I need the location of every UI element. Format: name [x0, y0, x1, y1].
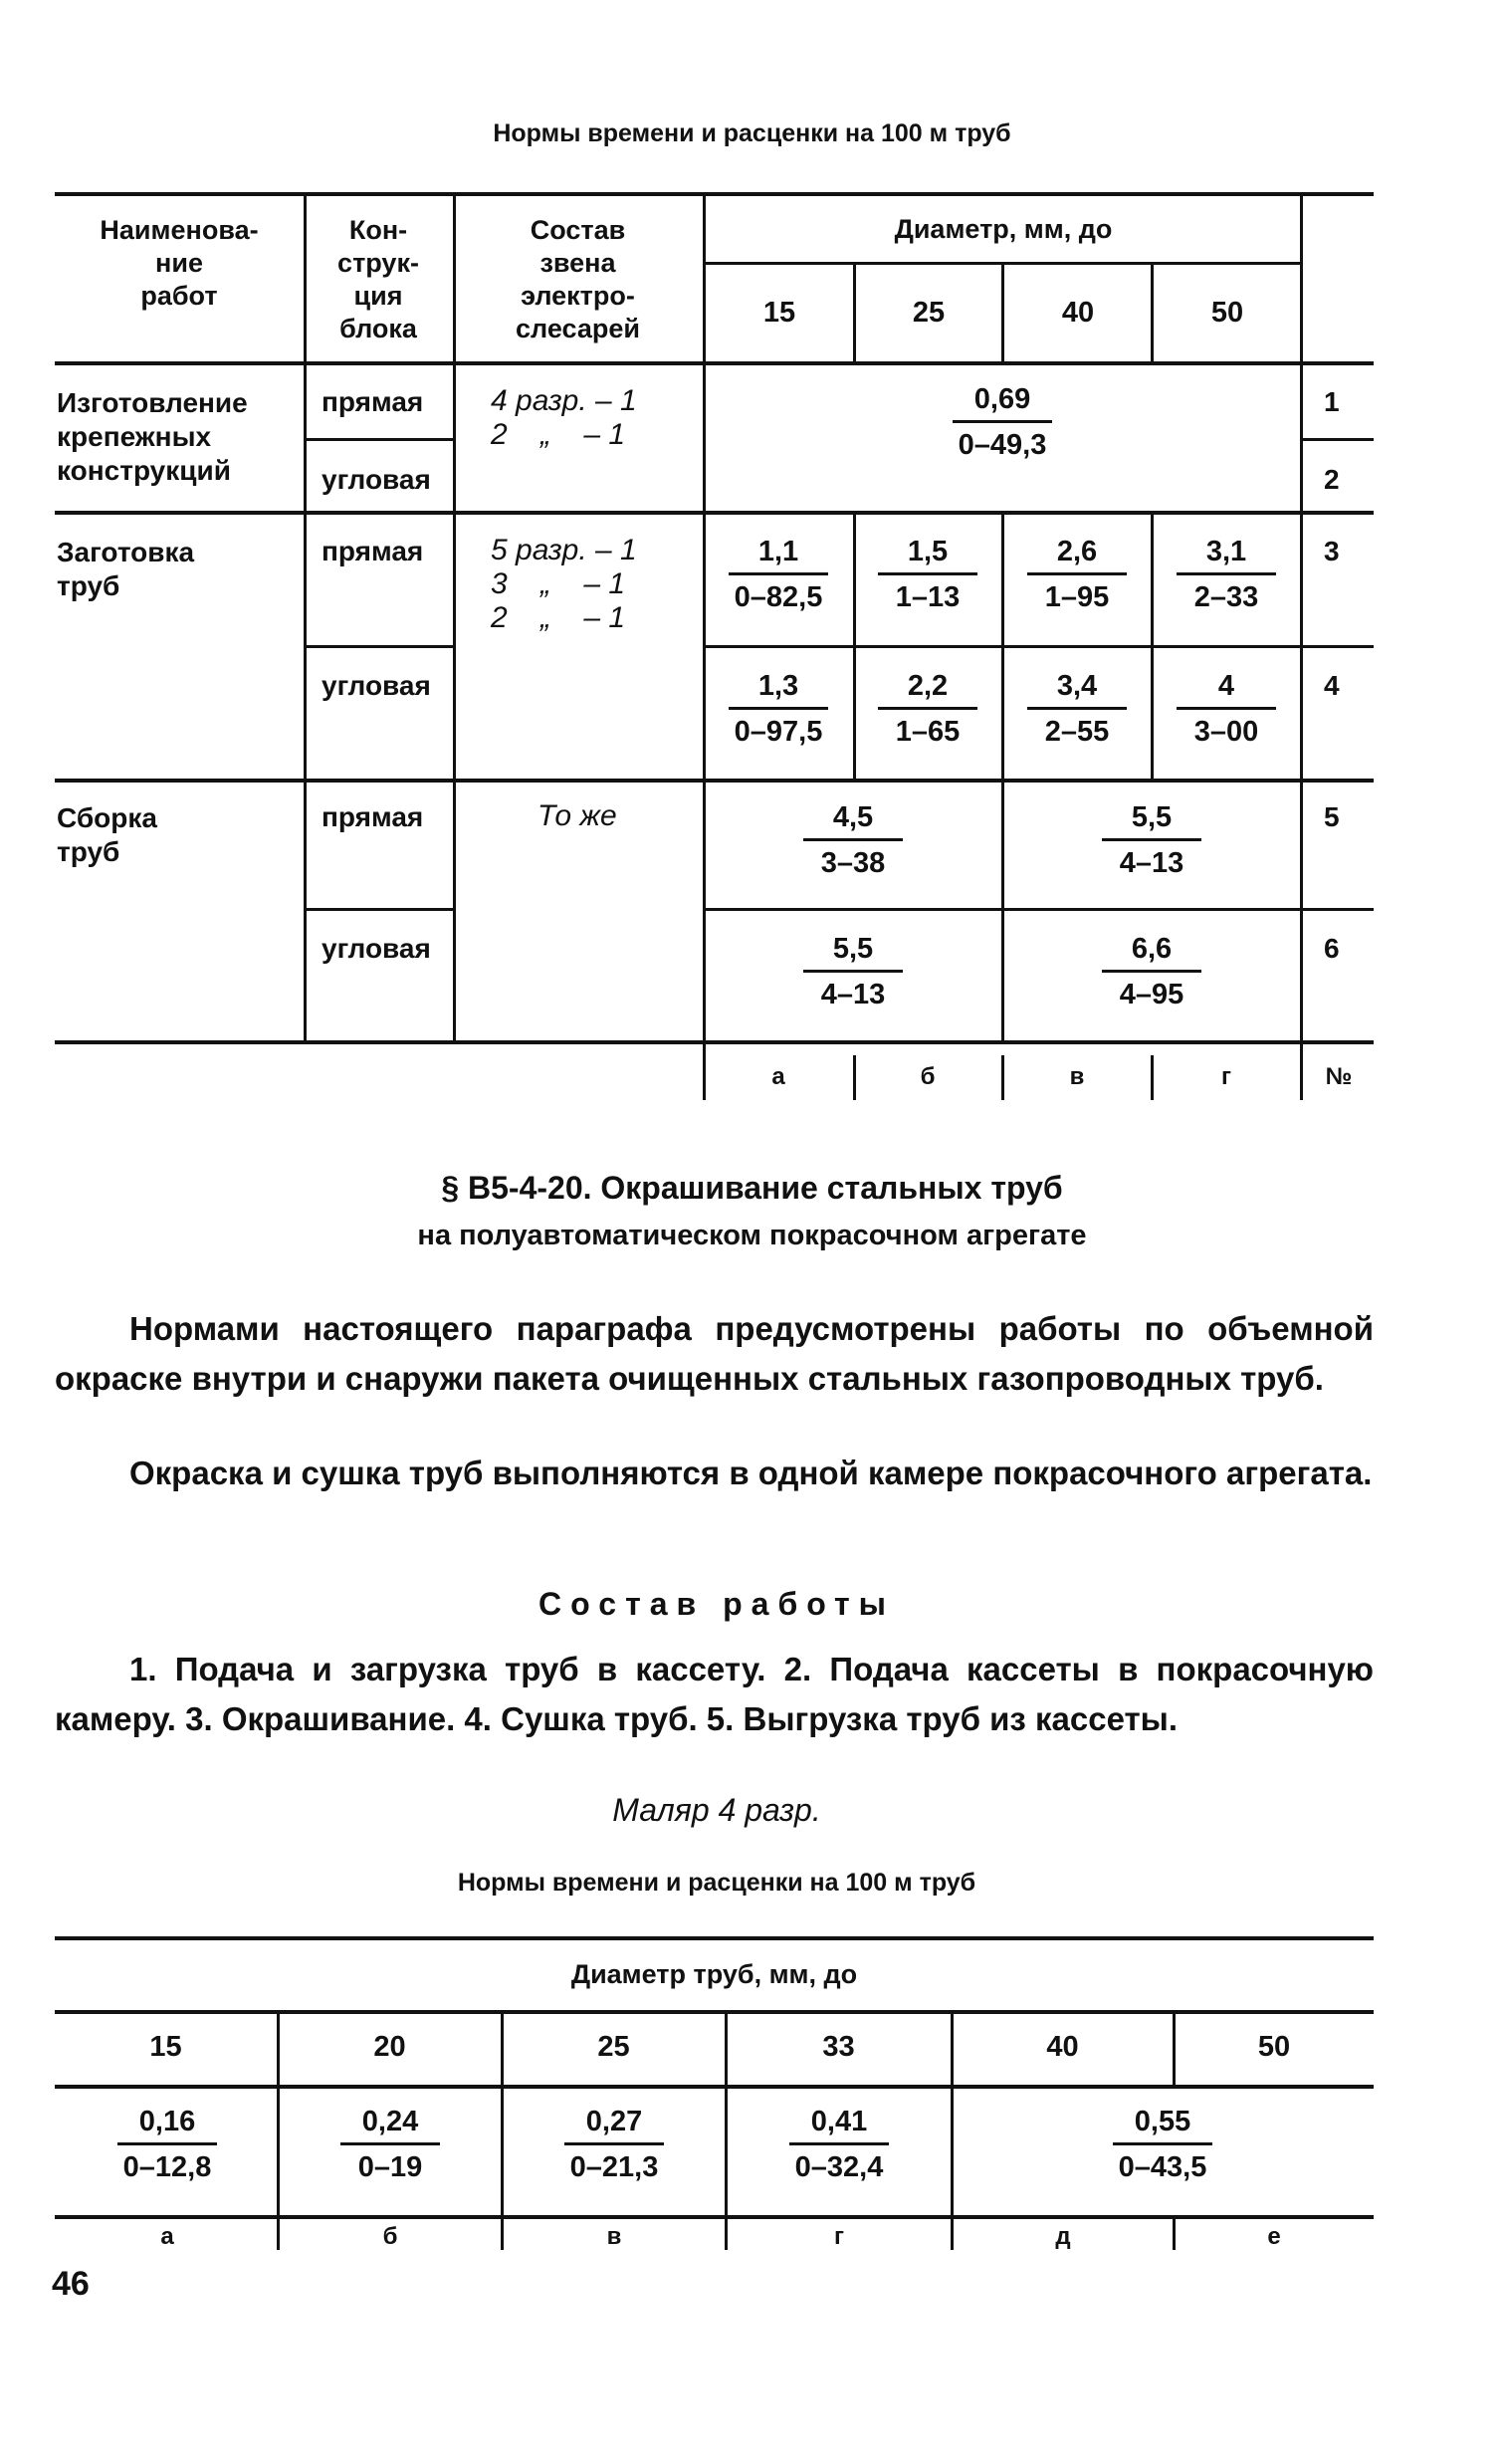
t1-r4-c50-num: 4 — [1217, 670, 1235, 702]
t2-colmark-b: б — [382, 2223, 398, 2250]
t1-hdr-crew-l1: Состав — [530, 215, 626, 245]
t1-vline-5c — [1001, 1055, 1004, 1100]
t1-r3-c15-num: 1,1 — [757, 536, 799, 567]
t1-g3-construct-1: прямая — [322, 801, 424, 832]
t1-rownum-4: 4 — [1324, 670, 1340, 701]
t1-colmark-b: б — [920, 1063, 936, 1090]
t1-r5-a — [763, 796, 943, 885]
t2-cell-v-den: 0–21,3 — [569, 2151, 659, 2183]
t2-header-rule — [55, 2010, 1374, 2014]
t1-g1-name-l1: Изготовление — [57, 387, 248, 418]
t2-cell-v — [525, 2101, 704, 2189]
table1-header-rule — [55, 361, 1374, 365]
t1-r6-b-num: 6,6 — [1131, 933, 1173, 965]
t1-r3-c50-num: 3,1 — [1205, 536, 1247, 567]
t1-header-construct — [304, 214, 453, 345]
t1-colmark-g: г — [1221, 1063, 1231, 1090]
t1-r5-b-den: 4–13 — [1119, 847, 1184, 879]
t1-g2-name-l2: труб — [57, 570, 120, 601]
t1-g2-construct-2: угловая — [322, 670, 431, 701]
t1-r3-c25-num: 1,5 — [907, 536, 949, 567]
t1-g1-crew-l2: 2 „ – 1 — [491, 418, 626, 451]
t1-r3-c25-den: 1–13 — [895, 581, 961, 613]
t2-top-rule — [55, 1936, 1374, 1940]
t1-r6-a-num: 5,5 — [832, 933, 874, 965]
t1-hdr-con-l2: струк- — [337, 248, 419, 278]
t2-cell-v-num: 0,27 — [585, 2106, 643, 2137]
t1-g3-name-l1: Сборка — [57, 802, 157, 833]
t1-r6-b-den: 4–95 — [1119, 979, 1184, 1010]
t1-group2-rule — [55, 779, 1374, 783]
t1-row3-rule — [304, 645, 453, 648]
t1-g1-name — [57, 386, 248, 488]
t2-cell-g-den: 0–32,4 — [794, 2151, 884, 2183]
t1-r4-c50-den: 3–00 — [1193, 716, 1259, 748]
t1-rownum-1: 1 — [1324, 386, 1340, 417]
t1-r4-c25-den: 1–65 — [895, 716, 961, 748]
t1-g1-merged-den: 0–49,3 — [958, 429, 1047, 461]
t2-vline-5b — [1173, 2218, 1176, 2250]
section-paragraph-1: Нормами настоящего параграфа предусмотрены работы по объемной окраске внутри и снаружи пакета очищенных стальных газопроводных труб. — [55, 1310, 1374, 1397]
t1-rownum-5: 5 — [1324, 801, 1340, 832]
t1-rownum-6: 6 — [1324, 933, 1340, 964]
t2-diam-40: 40 — [1046, 2031, 1079, 2063]
t1-g3-name-l2: труб — [57, 836, 120, 867]
t1-hdr-con-l4: блока — [339, 314, 417, 343]
table1-caption: Нормы времени и расценки на 100 м труб — [493, 119, 1011, 147]
t1-g2-name-l1: Заготовка — [57, 537, 195, 567]
t1-r4-c25-num: 2,2 — [907, 670, 949, 702]
t1-r4-c40-den: 2–55 — [1044, 716, 1110, 748]
t1-diam-25: 25 — [912, 297, 946, 329]
t2-diam-50: 50 — [1257, 2031, 1291, 2063]
t1-group1-rule — [55, 511, 1374, 515]
table2-caption: Нормы времени и расценки на 100 м труб — [457, 1869, 976, 1897]
t1-g1-construct-2: угловая — [322, 464, 431, 495]
t1-r5-a-den: 3–38 — [820, 847, 886, 879]
t2-header: Диаметр труб, мм, до — [570, 1959, 858, 1989]
t1-r4-c15-den: 0–97,5 — [734, 716, 823, 748]
t1-colmark-num: № — [1325, 1063, 1353, 1090]
section-title-1: § В5-4-20. Окрашивание стальных труб — [441, 1170, 1063, 1206]
t1-r3-c40-num: 2,6 — [1056, 536, 1098, 567]
t1-r4-c50 — [1137, 665, 1316, 754]
t1-g2-crew-l1: 5 разр. – 1 — [491, 534, 637, 566]
t2-cell-de — [1073, 2101, 1252, 2189]
t1-r5-a-num: 4,5 — [832, 801, 874, 833]
t1-hdr-crew-l2: звена — [539, 248, 616, 278]
t1-g2-crew-l2: 3 „ – 1 — [491, 567, 626, 600]
t1-hdr-name-l2: ние — [155, 248, 203, 278]
t1-r6-a-den: 4–13 — [820, 979, 886, 1010]
page-number: 46 — [52, 2265, 90, 2303]
section-paragraph-2: Окраска и сушка труб выполняются в одной камере покрасочного агрегата. — [129, 1455, 1373, 1491]
t1-header-name — [55, 214, 304, 313]
t1-g2-name — [57, 536, 194, 603]
t2-colmark-v: в — [606, 2223, 622, 2250]
t2-diam-20: 20 — [373, 2031, 406, 2063]
t1-g1-merged-num: 0,69 — [973, 383, 1031, 415]
t2-cell-a-den: 0–12,8 — [122, 2151, 212, 2183]
t2-cell-a-num: 0,16 — [138, 2106, 196, 2137]
t1-hdr-name-l3: работ — [140, 281, 218, 311]
t1-row3-cells-rule — [705, 645, 1374, 648]
t1-hdr-crew-l3: электро- — [521, 281, 635, 311]
t1-diam-50: 50 — [1210, 297, 1244, 329]
t1-r3-c50-den: 2–33 — [1193, 581, 1259, 613]
t1-row5-rule — [304, 908, 453, 911]
t2-colmark-d: д — [1055, 2223, 1071, 2250]
t1-g1-name-l3: конструкций — [57, 455, 231, 486]
t1-hdr-crew-l4: слесарей — [516, 314, 640, 343]
table1-bottom-rule — [55, 1040, 1374, 1044]
t2-cell-de-den: 0–43,5 — [1118, 2151, 1207, 2183]
t1-vline-4c — [853, 1055, 856, 1100]
t1-r5-b — [1062, 796, 1241, 885]
t1-row5-cells-rule — [705, 908, 1374, 911]
t1-g2-crew-l3: 2 „ – 1 — [491, 601, 626, 634]
t1-row1-rule — [304, 438, 453, 441]
t2-colmark-e: е — [1267, 2223, 1281, 2250]
t1-g1-crew-l1: 4 разр. – 1 — [491, 384, 637, 417]
t1-g1-merged — [913, 378, 1092, 467]
t1-r3-c40-den: 1–95 — [1044, 581, 1110, 613]
t1-diam-40: 40 — [1061, 297, 1095, 329]
t1-g1-construct-1: прямая — [322, 386, 424, 417]
t2-cell-b — [301, 2101, 480, 2189]
t1-r3-c15-den: 0–82,5 — [734, 581, 823, 613]
t2-diam-15: 15 — [149, 2031, 182, 2063]
t2-cell-g-num: 0,41 — [810, 2106, 868, 2137]
t1-header-crew — [453, 214, 703, 345]
t2-colmark-g: г — [834, 2223, 844, 2250]
worker-label: Маляр 4 разр. — [612, 1792, 821, 1828]
t1-g1-crew — [491, 384, 637, 452]
t2-diam-33: 33 — [822, 2031, 855, 2063]
work-text: 1. Подача и загрузка труб в кассету. 2. Подача кассеты в покрасочную камеру. 3. Окрашивание. 4. Сушка труб. 5. Выгрузка труб из кассеты. — [55, 1651, 1374, 1737]
t1-g3-name — [57, 801, 157, 869]
t2-cell-de-num: 0,55 — [1134, 2106, 1191, 2137]
t1-r5-b-num: 5,5 — [1131, 801, 1173, 833]
t1-diam-15: 15 — [762, 297, 796, 329]
t1-r6-a — [763, 928, 943, 1016]
t2-cell-g — [750, 2101, 929, 2189]
t2-cell-a — [78, 2101, 257, 2189]
t1-r4-c40-num: 3,4 — [1056, 670, 1098, 702]
t1-r4-c15-num: 1,3 — [757, 670, 799, 702]
table1-top-rule — [55, 192, 1374, 196]
t1-colmark-a: а — [771, 1063, 785, 1090]
t1-rownum-2: 2 — [1324, 464, 1340, 495]
work-heading: Состав работы — [538, 1586, 895, 1622]
section-title-2: на полуавтоматическом покрасочном агрегате — [417, 1220, 1087, 1251]
table1 — [0, 0, 1504, 1115]
t1-rownum-3: 3 — [1324, 536, 1340, 566]
t1-hdr-con-l1: Кон- — [348, 215, 408, 245]
t1-g2-crew — [491, 534, 637, 635]
t2-diam-rule — [55, 2085, 1374, 2089]
t1-g1-name-l2: крепежных — [57, 421, 212, 452]
t2-diam-25: 25 — [597, 2031, 630, 2063]
t1-g3-crew: То же — [537, 799, 617, 832]
t1-g2-construct-1: прямая — [322, 536, 424, 566]
t1-r3-c50 — [1137, 531, 1316, 619]
t1-g3-construct-2: угловая — [322, 933, 431, 964]
t2-bottom-rule — [55, 2215, 1374, 2219]
t1-r6-b — [1062, 928, 1241, 1016]
t2-cell-b-den: 0–19 — [357, 2151, 423, 2183]
t1-hdr-name-l1: Наименова- — [100, 215, 259, 245]
t1-vline-6c — [1151, 1055, 1154, 1100]
t1-header-diameter: Диаметр, мм, до — [894, 214, 1113, 244]
t1-row1-num-rule — [1302, 438, 1374, 441]
t2-colmark-a: а — [160, 2223, 174, 2250]
t2-cell-b-num: 0,24 — [361, 2106, 419, 2137]
t1-hdr-con-l3: ция — [353, 281, 403, 311]
t1-colmark-v: в — [1069, 1063, 1085, 1090]
